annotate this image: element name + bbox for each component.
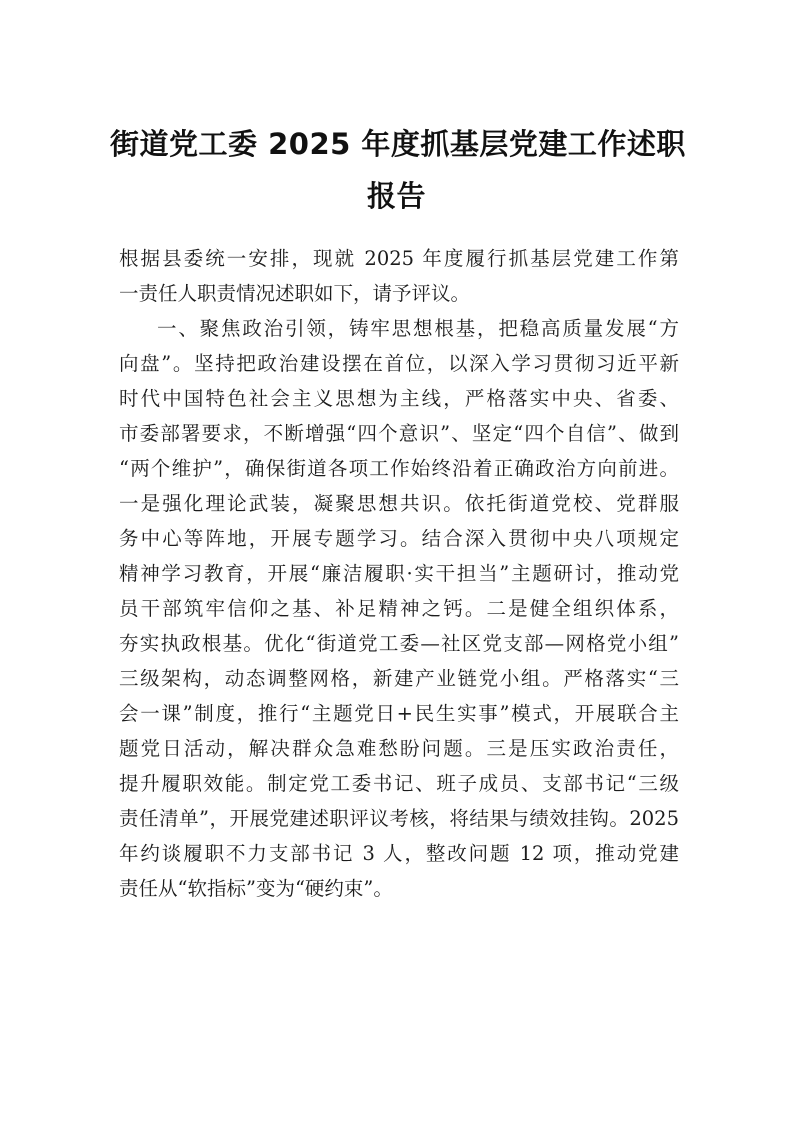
body-line-5: 时代中国特色社会主义思想为主线，严格落实中央、省委、 — [119, 387, 679, 410]
body-line-19: 责任从“软指标”变为“硬约束”。 — [119, 877, 393, 900]
body-line-6: 市委部署要求，不断增强“四个意识”、坚定“四个自信”、做到 — [119, 422, 679, 445]
body-line-18: 年约谈履职不力支部书记 3 人，整改问题 12 项，推动党建 — [119, 842, 679, 865]
document-title — [110, 118, 686, 222]
body-line-8: 一是强化理论武装，凝聚思想共识。依托街道党校、党群服 — [119, 492, 679, 515]
body-line-15: 题党日活动，解决群众急难愁盼问题。三是压实政治责任， — [119, 737, 679, 760]
body-line-1: 根据县委统一安排，现就 2025 年度履行抓基层党建工作第 — [119, 247, 679, 270]
body-line-7: “两个维护”，确保街道各项工作始终沿着正确政治方向前进。 — [119, 457, 679, 480]
body-line-17: 责任清单”，开展党建述职评议考核，将结果与绩效挂钩。2025 — [119, 807, 679, 830]
body-line-13: 三级架构，动态调整网格，新建产业链党小组。严格落实“三 — [119, 667, 679, 690]
title-line-1: 街道党工委 2025 年度抓基层党建工作述职 — [110, 127, 686, 161]
body-line-14: 会一课”制度，推行“主题党日+民生实事”模式，开展联合主 — [119, 702, 679, 725]
body-line-16: 提升履职效能。制定党工委书记、班子成员、支部书记“三级 — [119, 772, 679, 795]
body-line-4: 向盘”。坚持把政治建设摆在首位，以深入学习贯彻习近平新 — [119, 352, 679, 375]
document-body — [119, 241, 679, 906]
title-line-2: 报告 — [366, 179, 426, 213]
body-line-3: 一、聚焦政治引领，铸牢思想根基，把稳高质量发展“方 — [157, 317, 679, 340]
body-line-10: 精神学习教育，开展“廉洁履职·实干担当”主题研讨，推动党 — [119, 562, 679, 585]
body-line-11: 员干部筑牢信仰之基、补足精神之钙。二是健全组织体系， — [119, 597, 679, 620]
body-line-9: 务中心等阵地，开展专题学习。结合深入贯彻中央八项规定 — [119, 527, 679, 550]
body-line-12: 夯实执政根基。优化“街道党工委—社区党支部—网格党小组” — [119, 632, 679, 655]
body-line-2: 一责任人职责情况述职如下，请予评议。 — [119, 282, 471, 305]
